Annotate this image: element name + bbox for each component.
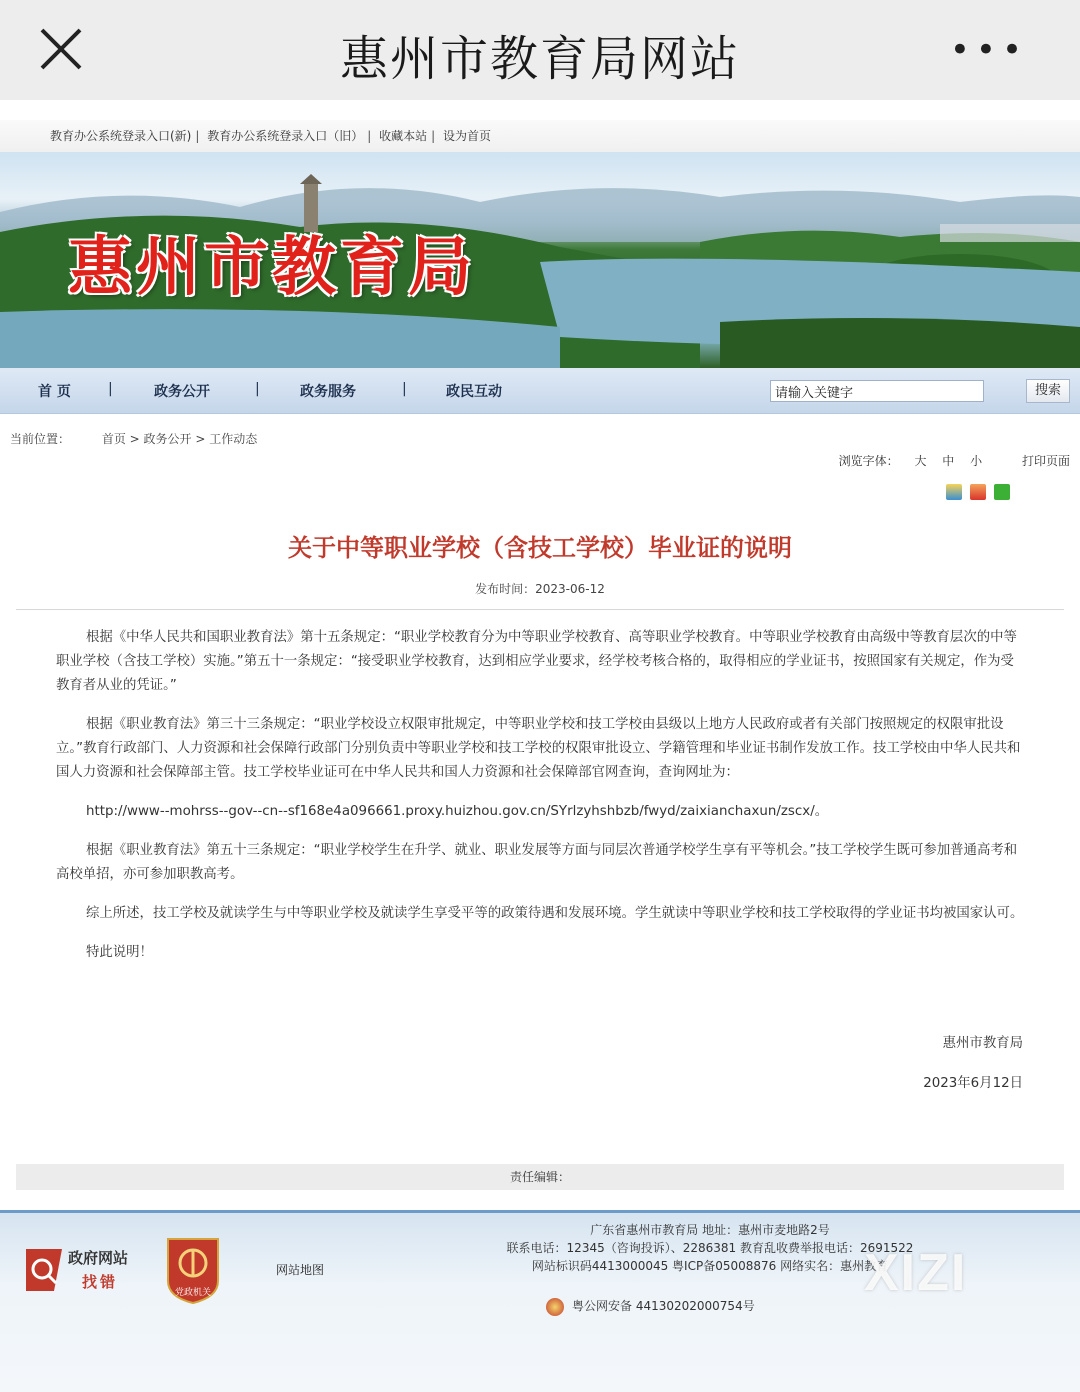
article-title: 关于中等职业学校（含技工学校）毕业证的说明 <box>288 534 792 562</box>
zhaocuo-title: 政府网站 <box>68 1249 129 1267</box>
nav-gov-services[interactable]: 政务服务 <box>300 384 356 400</box>
paragraph: 根据《职业教育法》第三十三条规定：“职业学校设立权限审批规定，中等职业学校和技工学校由县级以上地方人民政府或者有关部门按照规定的权限审批设立。”教育行政部门、人力资源和社会保障行政部门分别负责中等职业学校和技工学校的权限审批设立、学籍管理和毕业证书制作发放工作。技工学校由中华人民共和国人力资源和社会保障部主管。技工学校毕业证可在中华人民共和国人力资源和社会保障部官网查询，查询网址为： <box>56 717 1021 780</box>
print-page-link[interactable]: 打印页面 <box>1021 454 1070 468</box>
link-oa-login-old[interactable]: 教育办公系统登录入口（旧） <box>207 129 364 143</box>
nav-separator: | <box>255 381 260 397</box>
police-badge-icon <box>546 1298 564 1316</box>
party-gov-label: 党政机关 <box>174 1288 211 1298</box>
footer <box>0 1210 1080 1392</box>
footer-icp: 网站标识码4413000045 粤ICP备05008876 网络实名：惠州教育 <box>531 1259 889 1273</box>
footer-phone: 联系电话：12345（咨询投诉）、2286381 教育乱收费举报电话：2691522 <box>506 1241 914 1255</box>
main-nav <box>0 368 1080 414</box>
wechat-share-icon[interactable] <box>994 484 1010 500</box>
search-button[interactable]: 搜索 <box>1026 379 1070 403</box>
font-size-medium[interactable]: 中 <box>942 454 955 468</box>
font-size-small[interactable]: 小 <box>970 454 983 468</box>
nav-interaction[interactable]: 政民互动 <box>446 384 502 400</box>
police-record[interactable] <box>546 1297 755 1316</box>
watermark: XIZI <box>864 1244 968 1302</box>
weibo-share-icon[interactable] <box>970 484 986 500</box>
paragraph: 根据《职业教育法》第五十三条规定：“职业学校学生在升学、就业、职业发展等方面与同层次普通学校学生享有平等机会。”技工学校学生既可参加普通高考和高校单招，亦可参加职教高考。 <box>56 843 1018 882</box>
site-banner <box>0 152 1080 368</box>
zhaocuo-sub: 找错 <box>82 1273 119 1291</box>
top-links-bar: 教育办公系统登录入口(新) | 教育办公系统登录入口（旧） | 收藏本站 | 设为首页 <box>0 120 1080 152</box>
share-icons <box>946 484 1010 500</box>
nav-home[interactable]: 首 页 <box>38 384 71 400</box>
link-oa-login-new[interactable]: 教育办公系统登录入口(新) <box>50 129 192 143</box>
paragraph: 根据《中华人民共和国职业教育法》第十五条规定：“职业学校教育分为中等职业学校教育、高等职业学校教育。中等职业学校教育由高级中等教育层次的中等职业学校（含技工学校）实施。”第五十一条规定：“接受职业学校教育，达到相应学业要求，经学校考核合格的，取得相应的学业证书，按照国家有关规定，作为受教育者从业的凭证。” <box>56 630 1017 693</box>
query-url-link[interactable]: http://www--mohrss--gov--cn--sf168e4a096661.proxy.huizhou.gov.cn/SYrlzyhshbzb/fwyd/zaixianchaxun/zscx/。 <box>86 804 829 819</box>
font-size-large[interactable]: 大 <box>914 454 927 468</box>
magnifier-icon <box>26 1241 66 1295</box>
breadcrumb-label: 当前位置： <box>10 432 71 446</box>
gov-site-error-report[interactable] <box>26 1241 136 1295</box>
search-input[interactable] <box>770 380 984 402</box>
publish-date: 发布时间：2023-06-12 <box>475 582 605 596</box>
font-size-label: 浏览字体： <box>838 454 899 468</box>
sitemap-link[interactable]: 网站地图 <box>276 1263 325 1277</box>
signature-org: 惠州市教育局 <box>942 1036 1023 1051</box>
app-bar <box>0 0 1080 100</box>
police-record-text: 粤公网安备 44130202000754号 <box>572 1299 755 1313</box>
paragraph: 综上所述，技工学校及就读学生与中等职业学校及就读学生享受平等的政策待遇和发展环境。学生就读中等职业学校和技工学校取得的学业证书均被国家认可。 <box>86 906 1024 921</box>
footer-address: 广东省惠州市教育局 地址：惠州市麦地路2号 <box>590 1223 830 1237</box>
nav-gov-affairs[interactable]: 政务公开 <box>154 384 210 400</box>
nav-separator: | <box>108 381 113 397</box>
breadcrumb <box>10 430 257 447</box>
nav-separator: | <box>402 381 407 397</box>
article-body <box>56 626 1026 965</box>
site-logo[interactable]: 惠州市教育局 <box>68 230 476 305</box>
editor-bar: 责任编辑： <box>16 1164 1064 1190</box>
divider <box>16 609 1064 610</box>
app-title: 惠州市教育局网站 <box>339 31 740 87</box>
paragraph: 特此说明！ <box>86 945 153 960</box>
link-set-homepage[interactable]: 设为首页 <box>443 129 492 143</box>
qzone-share-icon[interactable] <box>946 484 962 500</box>
party-gov-badge[interactable] <box>164 1235 222 1305</box>
signature-date: 2023年6月12日 <box>923 1076 1023 1091</box>
link-bookmark[interactable]: 收藏本站 <box>379 129 428 143</box>
font-size-tools <box>839 452 1070 469</box>
breadcrumb-path[interactable]: 首页 > 政务公开 > 工作动态 <box>101 432 258 446</box>
more-menu-icon[interactable]: ••• <box>949 30 1028 70</box>
